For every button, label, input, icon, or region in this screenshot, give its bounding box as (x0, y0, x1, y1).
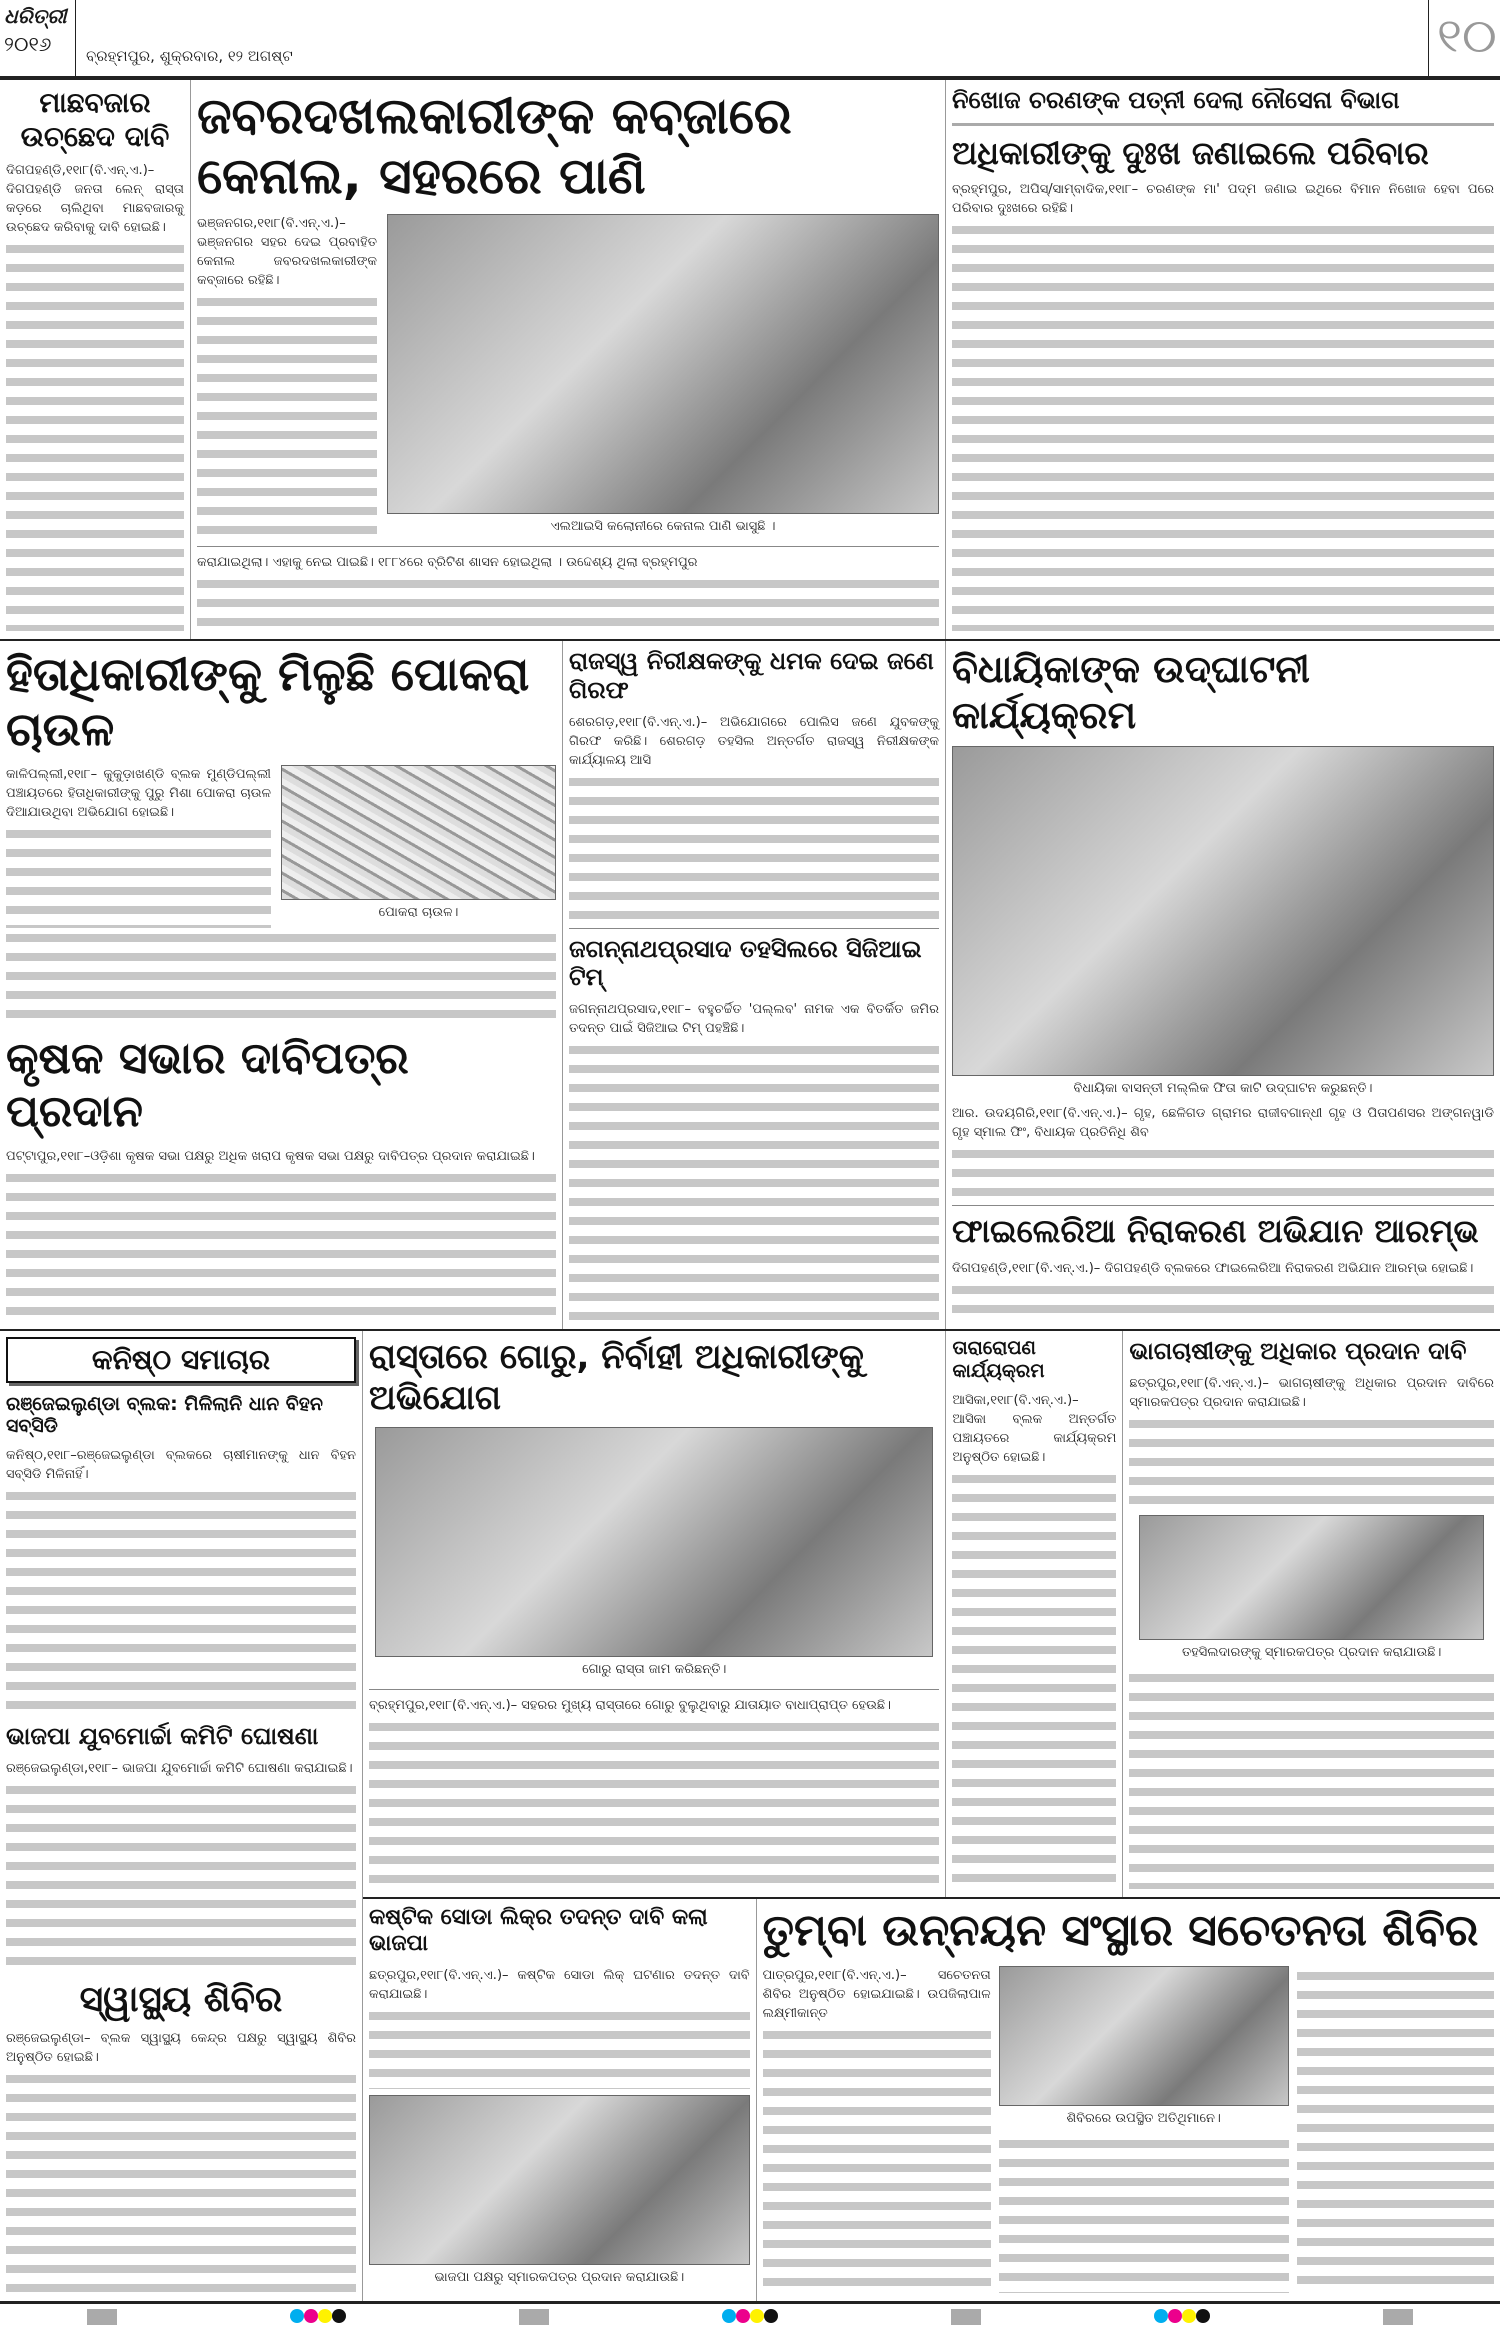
kanishtha-box (6, 1337, 356, 1383)
article-rasta (363, 1331, 945, 1897)
caption-bjp: ଭାଜପା ପକ୍ଷରୁ ସ୍ମାରକପତ୍ର ପ୍ରଦାନ କରାଯାଉଛି। (434, 2270, 685, 2285)
color-registration-dot (290, 2309, 304, 2323)
body-text-lines (6, 1486, 356, 1714)
divider (952, 1205, 1494, 1206)
body-text-lines (6, 928, 556, 1023)
article-tararopan (945, 1331, 1122, 1897)
caption-kenal: ଏଲଆଇସି କଲୋନୀରେ କେନାଲ ପାଣି ଭାସୁଛି । (550, 519, 776, 534)
body-text-lines (197, 292, 377, 542)
body-text-lines (569, 772, 939, 924)
photo-bjp (369, 2095, 750, 2265)
lead-bidhayika: ଆର. ଉଦୟଗିରି,୧୧ା୮(ବି.ଏନ୍.ଏ.)– ଗୃହ, ଛେଳିଗଡ ଗ୍ରାମର ରାଜୀବଗାନ୍ଧୀ ଗୃହ ଓ ପିତାପଣସର ଅଙ୍ଗନୱାଡି ଗୃହ ସ୍ମାଲ ଫିଂ, ବିଧାୟକ ପ୍ରତିନିଧି ଶିବ (952, 1106, 1494, 1141)
body-text-lines (952, 1144, 1494, 1201)
photo-cows (375, 1427, 933, 1657)
body-text-lines (1129, 1414, 1494, 1509)
article-kenal (190, 80, 945, 639)
gray-registration-block (519, 2309, 549, 2325)
photo-inauguration (952, 746, 1494, 1076)
headline-nikhoja: ଅଧିକାରୀଙ୍କୁ ଦୁଃଖ ଜଣାଇଲେ ପରିବାର (952, 133, 1429, 172)
masthead-logo (0, 0, 76, 76)
headline-tararopan: ତାରାରୋପଣ କାର୍ଯ୍ୟକ୍ରମ (952, 1337, 1045, 1382)
tail-kenal: କରାଯାଇଥିଲା। ଏହାକୁ ନେଇ ପାଇଛି। ୧୮୮୪ରେ ବ୍ରିଟିଶ ଶାସନ ହୋଇଥିଲା । ଉଦ୍ଦେଶ୍ୟ ଥିଲା ବ୍ରହ୍ମପୁର (197, 555, 698, 570)
body-text-lines (999, 2134, 1289, 2293)
color-registration-dot (1154, 2309, 1168, 2323)
color-registration-dot (764, 2309, 778, 2323)
registration-marks (0, 2304, 1500, 2330)
row-3 (0, 1331, 1500, 2301)
layout-block (363, 1331, 1500, 1897)
lead-bhagachasi: ଛତ୍ରପୁର,୧୧ା୮(ବି.ଏନ୍.ଏ.)– ଭାଗଚାଷୀଙ୍କୁ ଅଧିକାର ପ୍ରଦାନ ଦାବିରେ ସ୍ମାରକପତ୍ର ପ୍ରଦାନ କରାଯାଇଛି। (1129, 1375, 1494, 1410)
body-text-lines (952, 1280, 1494, 1321)
body-text-lines (952, 220, 1494, 631)
color-registration-dot (750, 2309, 764, 2323)
lead-jagannath: ଜଗନ୍ନାଥପ୍ରସାଦ,୧୧ା୮– ବହୁଚର୍ଚ୍ଚିତ 'ପଲ୍ଲବ' ନାମକ ଏକ ବିତର୍କିତ ଜମିର ତଦନ୍ତ ପାଇଁ ସିଜିଆଇ ଟିମ୍ ପହଞ୍ଚିଛି। (569, 1002, 939, 1037)
caption-cows: ଗୋରୁ ରାସ୍ତା ଜାମ କରିଛନ୍ତି। (582, 1661, 727, 1677)
color-registration-dot (318, 2309, 332, 2323)
headline-ranjei: ରଞ୍ଜେଇଲୁଣ୍ଡା ବ୍ଲକ: ମିଳିଲାନି ଧାନ ବିହନ ସବ୍‌ସିଡି (6, 1392, 323, 1438)
lead-rasta: ବ୍ରହ୍ମପୁର,୧୧ା୮(ବି.ଏନ୍.ଏ.)– ସହରର ମୁଖ୍ୟ ରାସ୍ତାରେ ଗୋରୁ ବୁଲୁଥିବାରୁ ଯାତାୟାତ ବାଧାପ୍ରାପ୍ତ ହେଉଛି। (369, 1697, 891, 1713)
headline-bhagachasi: ଭାଗଚାଷୀଙ୍କୁ ଅଧିକାର ପ୍ରଦାନ ଦାବି (1129, 1337, 1467, 1365)
paper-year: ୨୦୧୬ (4, 32, 52, 56)
layout-block (197, 214, 939, 542)
header (0, 0, 1500, 76)
color-registration-dot (1182, 2309, 1196, 2323)
headline-machha: ମାଛବଜାର ଉଚ୍ଛେଦ ଦାବି (20, 86, 170, 153)
layout-block (763, 1966, 991, 2293)
layout-block (6, 765, 556, 928)
headline-bjym: ଭାଜପା ଯୁବମୋର୍ଚ୍ଚା କମିଟି ଘୋଷଣା (6, 1722, 319, 1751)
column-kanishtha (0, 1331, 362, 2301)
paper-name: ଧରିତ୍ରୀ (4, 4, 67, 28)
layout-block (281, 765, 556, 928)
article-soda (363, 1899, 756, 2301)
divider (197, 546, 939, 547)
lead-machha: ଦିଗପହଣ୍ଡି,୧୧ା୮(ବି.ଏନ୍.ଏ.)– ଦିଗପହଣ୍ଡି ଜନତା ଲେନ୍ ରାସ୍ତା କଡ଼ରେ ଚାଲିଥିବା ମାଛବଜାରକୁ ଉଚ୍ଛେଦ କରିବାକୁ ଦାବି ହୋଇଛି। (6, 163, 184, 236)
body-text-lines (6, 1168, 556, 1321)
right-area (362, 1331, 1500, 2301)
row-1 (0, 80, 1500, 639)
body-text-lines (1129, 1668, 1494, 1889)
gray-registration-block (1383, 2309, 1413, 2325)
color-registration-dot (736, 2309, 750, 2323)
headline-soda: କଷ୍ଟିକ ସୋଡା ଲିକ୍‌ର ତଦନ୍ତ ଦାବି କଲା ଭାଜପା (369, 1905, 708, 1957)
body-text-lines (6, 1780, 356, 1970)
lead-ranjei: କନିଷ୍ଠ,୧୧ା୮–ରଞ୍ଜେଇଲୁଣ୍ଡା ବ୍ଲକରେ ଚାଷୀମାନଙ୍କୁ ଧାନ ବିହନ ସବ୍‌ସିଡି ମିଳିନାହିଁ। (6, 1448, 356, 1483)
page-number: ୧୦ (1428, 0, 1500, 76)
headline-swasthya: ସ୍ୱାସ୍ଥ୍ୟ ଶିବିର (79, 1978, 283, 2020)
caption-inauguration: ବିଧାୟିକା ବାସନ୍ତୀ ମଲ୍ଲିକ ଫିତା କାଟି ଉଦ୍‌ଘାଟନ କରୁଛନ୍ତି। (1073, 1081, 1373, 1097)
body-text-lines (369, 2006, 750, 2089)
headline-kanishtha: କନିଷ୍ଠ ସମାଚାର (91, 1343, 271, 1376)
caption-rice: ପୋକରା ଚାଉଳ। (378, 905, 459, 921)
lead-kenal: ଭଞ୍ଜନଗର,୧୧ା୮(ବି.ଏନ୍.ଏ.)– ଭଞ୍ଜନଗର ସହର ଦେଇ ପ୍ରବାହିତ କେନାଲ ଜବରଦଖଲକାରୀଙ୍କ କବ୍ଜାରେ ରହିଛି। (197, 216, 377, 288)
gray-registration-block (951, 2309, 981, 2325)
lead-tumba: ପାତ୍ରପୁର,୧୧ା୮(ବି.ଏନ୍.ଏ.)– ସଚେତନତା ଶିବିର ଅନୁଷ୍ଠିତ ହୋଇଯାଇଛି। ଉପଜିଲାପାଳ ଲକ୍ଷ୍ମୀକାନ୍ତ (762, 1967, 991, 2021)
lead-soda: ଛତ୍ରପୁର,୧୧ା୮(ବି.ଏନ୍.ଏ.)– କଷ୍ଟିକ ସୋଡା ଲିକ୍ ଘଟଣାର ତଦନ୍ତ ଦାବି କରାଯାଇଛି। (369, 1967, 750, 2002)
lead-rajaswa: ଶେରଗଡ଼,୧୧ା୮(ବି.ଏନ୍.ଏ.)– ଅଭିଯୋଗରେ ପୋଲିସ ଜଣେ ଯୁବକଙ୍କୁ ଗିରଫ କରିଛି। ଶେରଗଡ଼ ତହସିଲ ଅନ୍ତର୍ଗତ ରାଜସ୍ୱ ନିରୀକ୍ଷକଙ୍କ କାର୍ଯ୍ୟାଳୟ ଆସି (569, 714, 939, 768)
color-registration-dot (332, 2309, 346, 2323)
layout-block (387, 214, 939, 542)
gray-registration-block (87, 2309, 117, 2325)
headline-chaula: ହିତାଧିକାରୀଙ୍କୁ ମିଳୁଛି ପୋକରା ଚାଉଳ (6, 647, 530, 757)
body-text-lines (6, 2069, 356, 2293)
color-registration-dot (1196, 2309, 1210, 2323)
body-text-lines (369, 1717, 939, 1889)
photo-rice (281, 765, 556, 900)
dateline: ବ୍ରହ୍ମପୁର, ଶୁକ୍ରବାର, ୧୨ ଅଗଷ୍ଟ (86, 47, 293, 65)
headline-filaria: ଫାଇଲେରିଆ ନିରାକରଣ ଅଭିଯାନ ଆରମ୍ଭ (952, 1212, 1479, 1251)
body-text-lines (6, 824, 271, 928)
article-bhagachasi (1122, 1331, 1500, 1897)
color-registration-dot (722, 2309, 736, 2323)
lead-filaria: ଦିଗପହଣ୍ଡି,୧୧ା୮(ବି.ଏନ୍.ଏ.)– ଦିଗପହଣ୍ଡି ବ୍ଲକରେ ଫାଇଲେରିଆ ନିରାକରଣ ଅଭିଯାନ ଆରମ୍ଭ ହୋଇଛି। (952, 1260, 1474, 1276)
headline-krushak: କୃଷକ ସଭାର ଦାବିପତ୍ର ପ୍ରଦାନ (6, 1033, 409, 1138)
photo-tumba (999, 1966, 1289, 2106)
lead-tararopan: ଆସିକା,୧୧ା୮(ବି.ଏନ୍.ଏ.)– ଆସିକା ବ୍ଲକ ଅନ୍ତର୍ଗତ ପଞ୍ଚାୟତରେ କାର୍ଯ୍ୟକ୍ରମ ଅନୁଷ୍ଠିତ ହୋଇଛି। (952, 1392, 1117, 1465)
divider (369, 1689, 939, 1690)
headline-rasta: ରାସ୍ତାରେ ଗୋରୁ, ନିର୍ବାହୀ ଅଧିକାରୀଙ୍କୁ ଅଭିଯୋଗ (369, 1337, 864, 1418)
color-registration-dot (304, 2309, 318, 2323)
lead-bjym: ରଞ୍ଜେଇଲୁଣ୍ଡା,୧୧ା୮– ଭାଜପା ଯୁବମୋର୍ଚ୍ଚା କମିଟି ଘୋଷଣା କରାଯାଇଛି। (6, 1760, 353, 1776)
body-text-lines (569, 1040, 939, 1321)
kicker-nikhoja: ନିଖୋଜ ଚରଣଙ୍କ ପତ୍ନୀ ଦେଲା ନୌସେନା ବିଭାଗ (952, 86, 1400, 114)
lead-chaula: କାଳିପଲ୍ଲୀ,୧୧ା୮– କୁକୁଡ଼ାଖଣ୍ଡି ବ୍ଲକ ମୁଣ୍ଡିପଲ୍ଲୀ ପଞ୍ଚାୟତରେ ହିତାଧିକାରୀଙ୍କୁ ପୁରୁ ମିଶା ପୋକରା ଚାଉଳ ଦିଆଯାଉଥିବା ଅଭିଯୋଗ ହୋଇଛି। (6, 767, 271, 821)
layout-block (952, 123, 1494, 126)
headline-jagannath: ଜଗନ୍ନାଥପ୍ରସାଦ ତହସିଲରେ ସିଜିଆଇ ଟିମ୍ (569, 934, 922, 992)
layout-block (722, 2308, 778, 2327)
article-tumba (756, 1899, 1500, 2301)
article-machha (0, 80, 190, 639)
article-nikhoja (945, 80, 1500, 639)
layout-block (290, 2308, 346, 2327)
layout-block (999, 1966, 1289, 2293)
lead-nikhoja: ବ୍ରହ୍ମପୁର, ଅପିସ୍‌/ସାମ୍ବାଦିକ,୧୧ା୮– ଚରଣଙ୍କ ମା' ପଦ୍ମ ଜଣାଇ ଇଥିରେ ବିମାନ ନିଖୋଜ ହେବା ପରେ ପରିବାର ଦୁଃଖରେ ରହିଛି। (952, 182, 1494, 217)
body-text-lines (6, 239, 184, 631)
column-middle (562, 641, 945, 1329)
photo-bhagachasi (1139, 1515, 1484, 1640)
headline-tumba: ତୁମ୍ବା ଉନ୍ନୟନ ସଂସ୍ଥାର ସଚେତନତା ଶିବିର (762, 1905, 1479, 1956)
caption-bhagachasi: ତହସିଲଦାରଙ୍କୁ ସ୍ମାରକପତ୍ର ପ୍ରଦାନ କରାଯାଉଛି। (1181, 1644, 1442, 1660)
body-text-lines (1297, 1966, 1494, 2293)
headline-kenal: ଜବରଦଖଲକାରୀଙ୍କ କବ୍ଜାରେ କେନାଲ, ସହରରେ ପାଣି (197, 87, 792, 205)
caption-tumba: ଶିବିରରେ ଉପସ୍ଥିତ ଅତିଥିମାନେ। (1066, 2110, 1221, 2126)
body-text-lines (952, 1469, 1116, 1889)
layout-block (363, 1899, 1500, 2301)
lead-swasthya: ରଞ୍ଜେଇଲୁଣ୍ଡା– ବ୍ଲକ ସ୍ୱାସ୍ଥ୍ୟ କେନ୍ଦ୍ର ପକ୍ଷରୁ ସ୍ୱାସ୍ଥ୍ୟ ଶିବିର ଅନୁଷ୍ଠିତ ହୋଇଛି। (6, 2031, 356, 2066)
headline-rajaswa: ରାଜସ୍ୱ ନିରୀକ୍ଷକଙ୍କୁ ଧମକ ଦେଇ ଜଣେ ଗିରଫ (569, 647, 934, 704)
divider (569, 928, 939, 929)
layout-block (763, 1966, 1494, 2293)
headline-bidhayika: ବିଧାୟିକାଙ୍କ ଉଦ୍‌ଘାଟନୀ କାର୍ଯ୍ୟକ୍ରମ (952, 647, 1310, 737)
layout-block (1154, 2308, 1210, 2327)
column-left (0, 641, 562, 1329)
column-right (945, 641, 1500, 1329)
lead-krushak: ପଟ୍ଟାପୁର,୧୧ା୮–ଓଡ଼ିଶା କୃଷକ ସଭା ପକ୍ଷରୁ ଅଧିକ ଖରାପ କୃଷକ ସଭା ପକ୍ଷରୁ ଦାବିପତ୍ର ପ୍ରଦାନ କରାଯାଇଛି। (6, 1148, 535, 1164)
layout-block (197, 214, 377, 542)
color-registration-dot (1168, 2309, 1182, 2323)
row-2 (0, 641, 1500, 1329)
layout-block (6, 765, 271, 928)
photo-kenal (387, 214, 939, 514)
body-text-lines (763, 2025, 991, 2293)
body-text-lines (197, 574, 939, 631)
